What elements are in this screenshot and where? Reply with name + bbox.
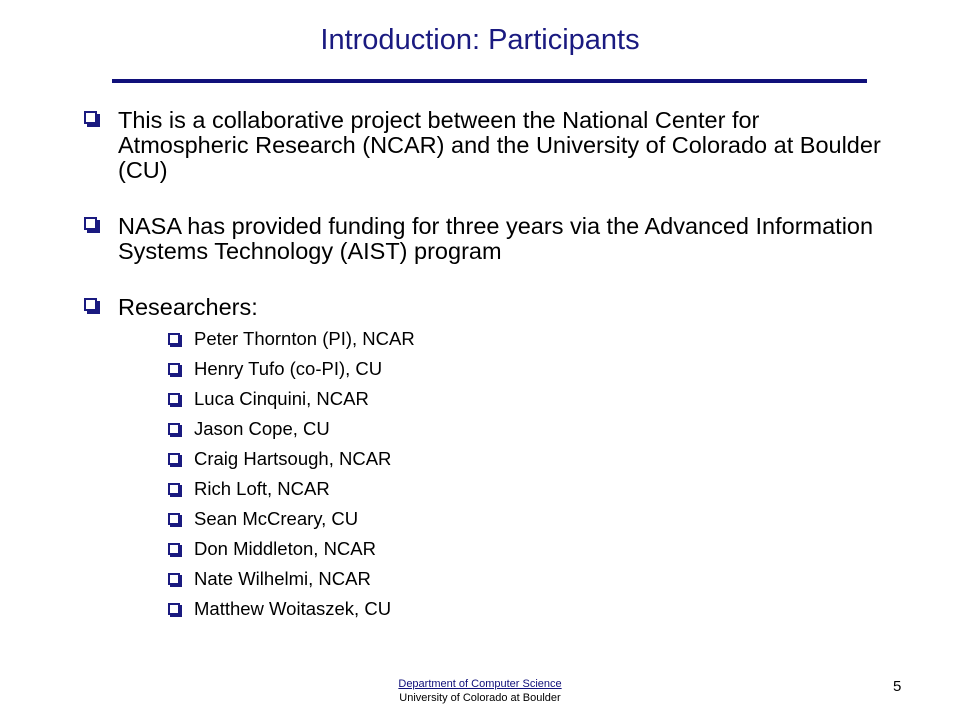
square-bullet-icon: [84, 217, 97, 230]
researcher-name: Don Middleton, NCAR: [194, 538, 376, 559]
bullet-researchers: [82, 295, 882, 624]
researcher-item: [168, 324, 882, 354]
title-underline: [112, 79, 867, 83]
square-bullet-icon: [168, 423, 180, 435]
researcher-item: [168, 504, 882, 534]
square-bullet-icon: [168, 543, 180, 555]
researcher-item: [168, 444, 882, 474]
researcher-item: [168, 414, 882, 444]
researcher-name: Sean McCreary, CU: [194, 508, 359, 529]
square-bullet-icon: [84, 298, 97, 311]
bullet-text: Researchers:: [118, 294, 258, 320]
researcher-item: [168, 354, 882, 384]
researcher-item: [168, 594, 882, 624]
researcher-item: [168, 564, 882, 594]
researcher-item: [168, 384, 882, 414]
university-name: University of Colorado at Boulder: [399, 692, 561, 704]
square-bullet-icon: [168, 603, 180, 615]
researcher-name: Rich Loft, NCAR: [194, 478, 330, 499]
square-bullet-icon: [168, 453, 180, 465]
bullet-text: NASA has provided funding for three years via the Advanced Information Systems Technology (AIST) program: [118, 213, 874, 264]
bullet-funding: [82, 214, 882, 264]
researcher-name: Henry Tufo (co-PI), CU: [194, 358, 383, 379]
square-bullet-icon: [168, 393, 180, 405]
researcher-name: Craig Hartsough, NCAR: [194, 448, 392, 469]
researcher-name: Peter Thornton (PI), NCAR: [194, 328, 415, 349]
square-bullet-icon: [84, 111, 97, 124]
researcher-name: Matthew Woitaszek, CU: [194, 598, 392, 619]
researcher-name: Nate Wilhelmi, NCAR: [194, 568, 371, 589]
researcher-item: [168, 534, 882, 564]
square-bullet-icon: [168, 573, 180, 585]
square-bullet-icon: [168, 483, 180, 495]
square-bullet-icon: [168, 363, 180, 375]
researcher-name: Luca Cinquini, NCAR: [194, 388, 369, 409]
square-bullet-icon: [168, 513, 180, 525]
bullet-text: This is a collaborative project between the National Center for Atmospheric Research (NCAR) and the University of Colorado at Boulder (CU): [118, 107, 881, 183]
page-number: 5: [893, 678, 902, 695]
researcher-item: [168, 474, 882, 504]
bullet-collaboration: [82, 108, 882, 183]
researcher-list: [118, 324, 882, 624]
square-bullet-icon: [168, 333, 180, 345]
slide-footer: [0, 677, 960, 705]
bullet-list: [82, 108, 882, 655]
researcher-name: Jason Cope, CU: [194, 418, 330, 439]
department-link[interactable]: Department of Computer Science: [398, 678, 562, 690]
slide-title: Introduction: Participants: [320, 24, 640, 56]
